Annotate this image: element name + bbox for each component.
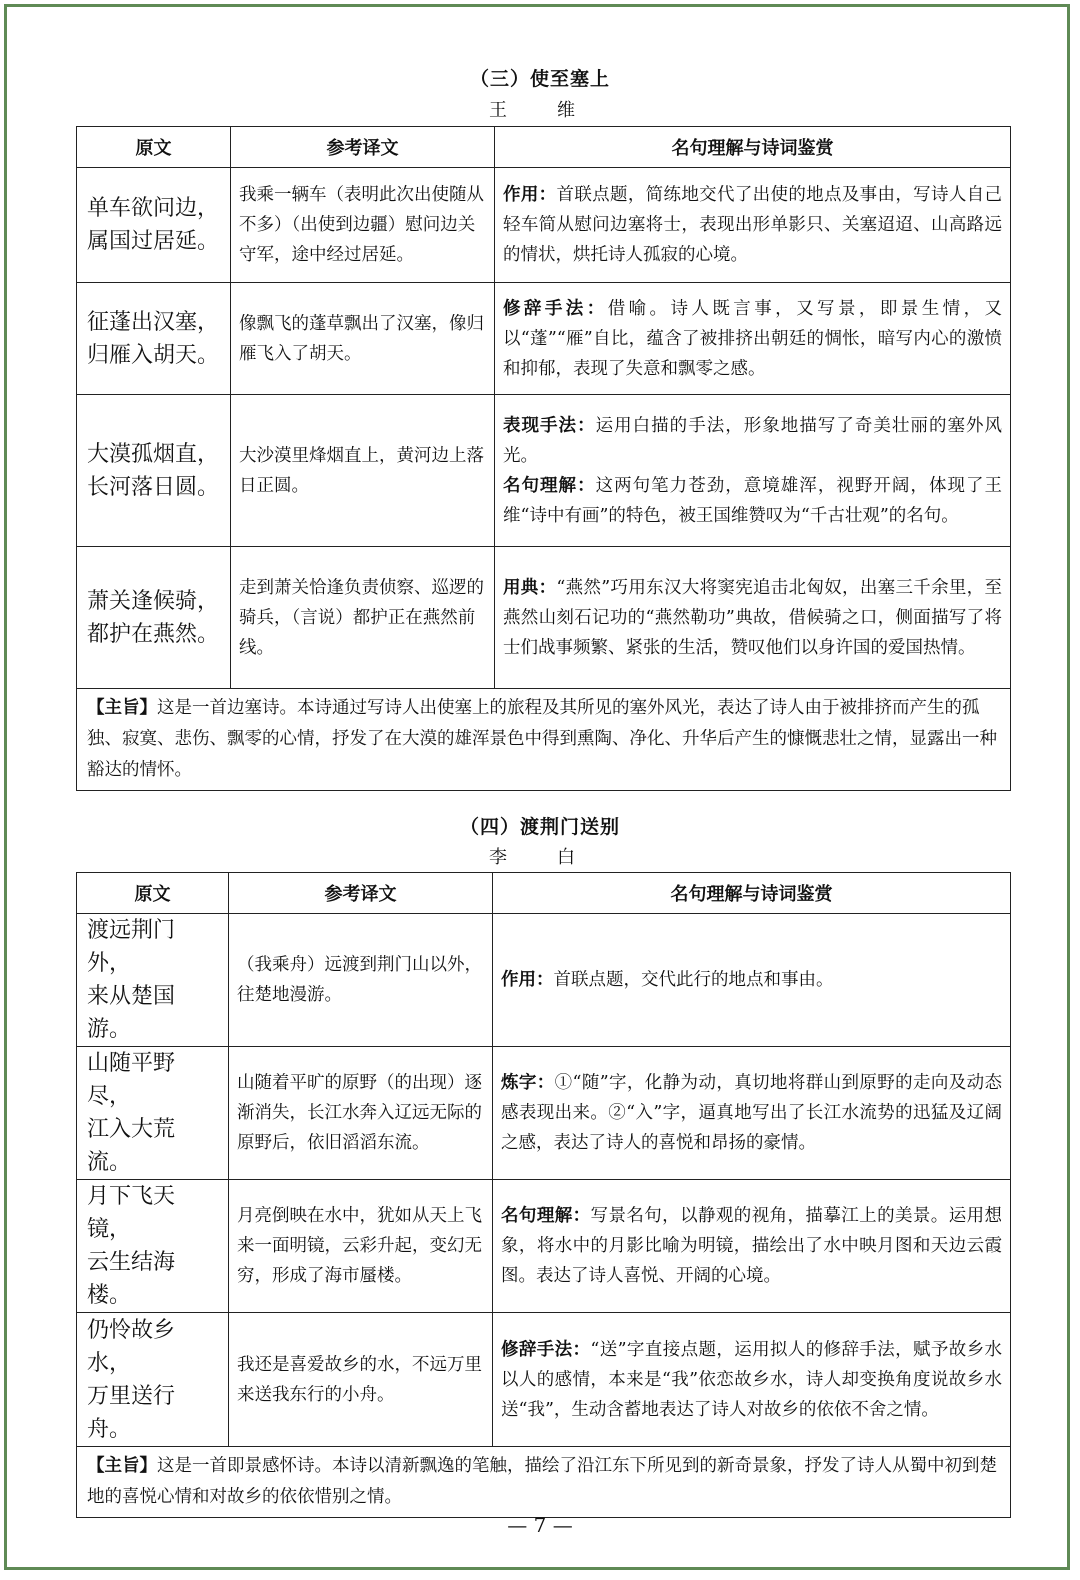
translation-text: 山随着平旷的原野（的出现）逐渐消失，长江水奔入辽远无际的原野后，依旧滔滔东流。 [229,1047,493,1180]
summary-row [77,689,1011,791]
table-row [77,1180,1011,1313]
appreciation-text: 作用：首联点题，简练地交代了出使的地点及事由，写诗人自己轻车简从慰问边塞将士，表现出形单影只、关塞迢迢、山高路远的情状，烘托诗人孤寂的心境。 [495,168,1011,283]
table-row [77,395,1011,547]
appreciation-text: 炼字：①“随”字，化静为动，真切地将群山到原野的走向及动态感表现出来。②“入”字，逼真地写出了长江水流势的迅猛及辽阔之感，表达了诗人的喜悦和昂扬的豪情。 [493,1047,1011,1180]
header-translation: 参考译文 [231,127,495,168]
section3-author: 王 维 [489,100,591,121]
translation-text: 我乘一辆车（表明此次出使随从不多）（出使到边疆）慰问边关守军，途中经过居延。 [231,168,495,283]
appreciation-text: 名句理解：写景名句，以静观的视角，描摹江上的美景。运用想象，将水中的月影比喻为明镜，描绘出了水中映月图和天边云霞图。表达了诗人喜悦、开阔的心境。 [493,1180,1011,1313]
header-original: 原文 [77,873,229,914]
appreciation-text: 表现手法：运用白描的手法，形象地描写了奇美壮丽的塞外风光。 名句理解：这两句笔力苍劲，意境雄浑，视野开阔，体现了王维“诗中有画”的特色，被王国维赞叹为“千古壮观”的名句。 [495,395,1011,547]
original-text: 山随平野尽， 江入大荒流。 [77,1047,229,1180]
section4-table [76,872,1011,1518]
translation-text: 大沙漠里烽烟直上，黄河边上落日正圆。 [231,395,495,547]
appreciation-text: 作用：首联点题，交代此行的地点和事由。 [493,914,1011,1047]
translation-text: 月亮倒映在水中，犹如从天上飞来一面明镜，云彩升起，变幻无穷，形成了海市蜃楼。 [229,1180,493,1313]
table-row [77,1047,1011,1180]
original-text: 征蓬出汉塞， 归雁入胡天。 [77,283,231,395]
translation-text: 我还是喜爱故乡的水，不远万里来送我东行的小舟。 [229,1313,493,1447]
page-number: — 7 — [507,1513,573,1537]
appreciation-text: 用典：“燕然”巧用东汉大将窦宪追击北匈奴，出塞三千余里，至燕然山刻石记功的“燕然勒功”典故，借候骑之口，侧面描写了将士们战事频繁、紧张的生活，赞叹他们以身许国的爱国热情。 [495,547,1011,689]
translation-text: 像飘飞的蓬草飘出了汉塞，像归雁飞入了胡天。 [231,283,495,395]
table-row [77,1313,1011,1447]
table-row [77,547,1011,689]
header-translation: 参考译文 [229,873,493,914]
original-text: 月下飞天镜， 云生结海楼。 [77,1180,229,1313]
section4-author: 李 白 [489,847,591,868]
header-appreciation: 名句理解与诗词鉴赏 [495,127,1011,168]
original-text: 大漠孤烟直， 长河落日圆。 [77,395,231,547]
summary-text: 【主旨】这是一首即景感怀诗。本诗以清新飘逸的笔触，描绘了沿江东下所见到的新奇景象，抒发了诗人从蜀中初到楚地的喜悦心情和对故乡的依依惜别之情。 [77,1447,1011,1518]
table-header-row [77,127,1011,168]
original-text: 仍怜故乡水， 万里送行舟。 [77,1313,229,1447]
section3-title: （三）使至塞上 [469,68,610,90]
original-text: 萧关逢候骑， 都护在燕然。 [77,547,231,689]
appreciation-text: 修辞手法：“送”字直接点题，运用拟人的修辞手法，赋予故乡水以人的感情，本来是“我”依恋故乡水，诗人却变换角度说故乡水送“我”，生动含蓄地表达了诗人对故乡的依依不舍之情。 [493,1313,1011,1447]
summary-text: 【主旨】这是一首边塞诗。本诗通过写诗人出使塞上的旅程及其所见的塞外风光，表达了诗人由于被排挤而产生的孤独、寂寞、悲伤、飘零的心情，抒发了在大漠的雄浑景色中得到熏陶、净化、升华后产生的慷慨悲壮之情，显露出一种豁达的情怀。 [77,689,1011,791]
table-row [77,283,1011,395]
header-original: 原文 [77,127,231,168]
table-header-row [77,873,1011,914]
section4-title: （四）渡荆门送别 [459,816,620,838]
translation-text: （我乘舟）远渡到荆门山以外，往楚地漫游。 [229,914,493,1047]
translation-text: 走到萧关恰逢负责侦察、巡逻的骑兵，（言说）都护正在燕然前线。 [231,547,495,689]
table-row [77,168,1011,283]
table-row [77,914,1011,1047]
header-appreciation: 名句理解与诗词鉴赏 [493,873,1011,914]
original-text: 渡远荆门外， 来从楚国游。 [77,914,229,1047]
original-text: 单车欲问边， 属国过居延。 [77,168,231,283]
section3-table [76,126,1011,791]
summary-row [77,1447,1011,1518]
appreciation-text: 修辞手法：借喻。诗人既言事，又写景，即景生情，又以“蓬”“雁”自比，蕴含了被排挤出朝廷的惆怅，暗写内心的激愤和抑郁，表现了失意和飘零之感。 [495,283,1011,395]
